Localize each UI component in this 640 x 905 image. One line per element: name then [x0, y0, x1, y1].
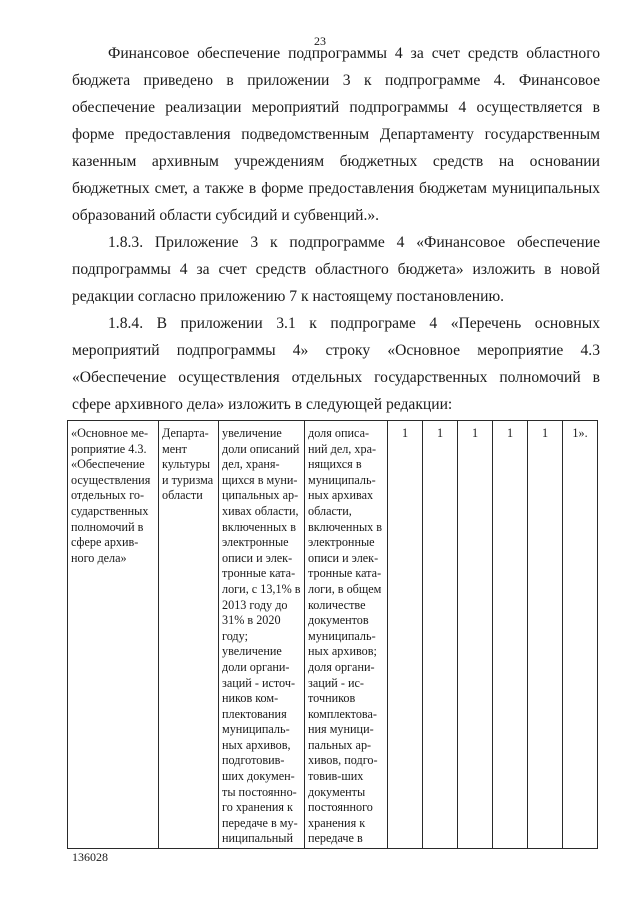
result-cell: увеличение доли описаний дел, храня- щихся в муни- ципальных ар- хивах области, включенных в электронные описи и элек- тронные ката- логи, с 13,1% в 2013 году до 31% в 2020 году; увеличение доли органи- заций - источ- ников ком- плектования муниципаль- ных архивов, подготовив- ших докумен- ты постоянно- го хранения к передаче в му- ниципальный: [219, 421, 305, 849]
value-cell: 1: [388, 421, 423, 849]
value-cell: 1: [423, 421, 458, 849]
value-cell: 1: [493, 421, 528, 849]
indicator-cell: доля описа- ний дел, хра- нящихся в муниципаль- ных архивах области, включенных в электронные описи и элек- тронные ката- логи, в общем количестве документов муниципаль- ных архивов; доля органи- заций - ис- точников комплектова- ния муници- пальных ар- хивов, подго- товив-ших документы постоянного хранения к передаче в: [305, 421, 388, 849]
paragraph-financing: [72, 40, 600, 229]
measure-cell: «Основное ме- роприятие 4.3. «Обеспечение осуществления отдельных го- сударственных полномочий в сфере архив- ного дела»: [68, 421, 159, 849]
value-cell: 1: [458, 421, 493, 849]
document-code: 136028: [72, 850, 108, 864]
paragraph-1-8-4: [72, 310, 600, 418]
executor-cell: Департа- мент культуры и туризма области: [159, 421, 219, 849]
table-row: [68, 421, 598, 849]
paragraph-1-8-4-text: 1.8.4. В приложении 3.1 к подпрограме 4 «Перечень основных мероприятий подпрограммы 4» строку «Основное мероприятие 4.3 «Обеспечение осуществления отдельных государственных полномочий в сфере архивного дела» изложить в следующей редакции:: [72, 315, 600, 413]
page-number: 23: [314, 34, 326, 48]
measure-table: [67, 420, 598, 849]
paragraph-financing-text: Финансовое обеспечение подпрограммы 4 за счет средств областного бюджета приведено в приложении 3 к подпрограмме 4. Финансовое обеспечение реализации мероприятий подпрограммы 4 осуществляется в форме предоставления подведомственным Департаменту государственным казенным архивным учреждениям бюджетных средств на основании бюджетных смет, а также в форме предоставления бюджетам муниципальных образований области субсидий и субвенций.».: [72, 45, 600, 224]
paragraph-1-8-3: [72, 229, 600, 310]
paragraph-1-8-3-text: 1.8.3. Приложение 3 к подпрограмме 4 «Финансовое обеспечение подпрограммы 4 за счет средств областного бюджета» изложить в новой редакции согласно приложению 7 к настоящему постановлению.: [72, 234, 600, 305]
value-cell: 1».: [563, 421, 598, 849]
value-cell: 1: [528, 421, 563, 849]
